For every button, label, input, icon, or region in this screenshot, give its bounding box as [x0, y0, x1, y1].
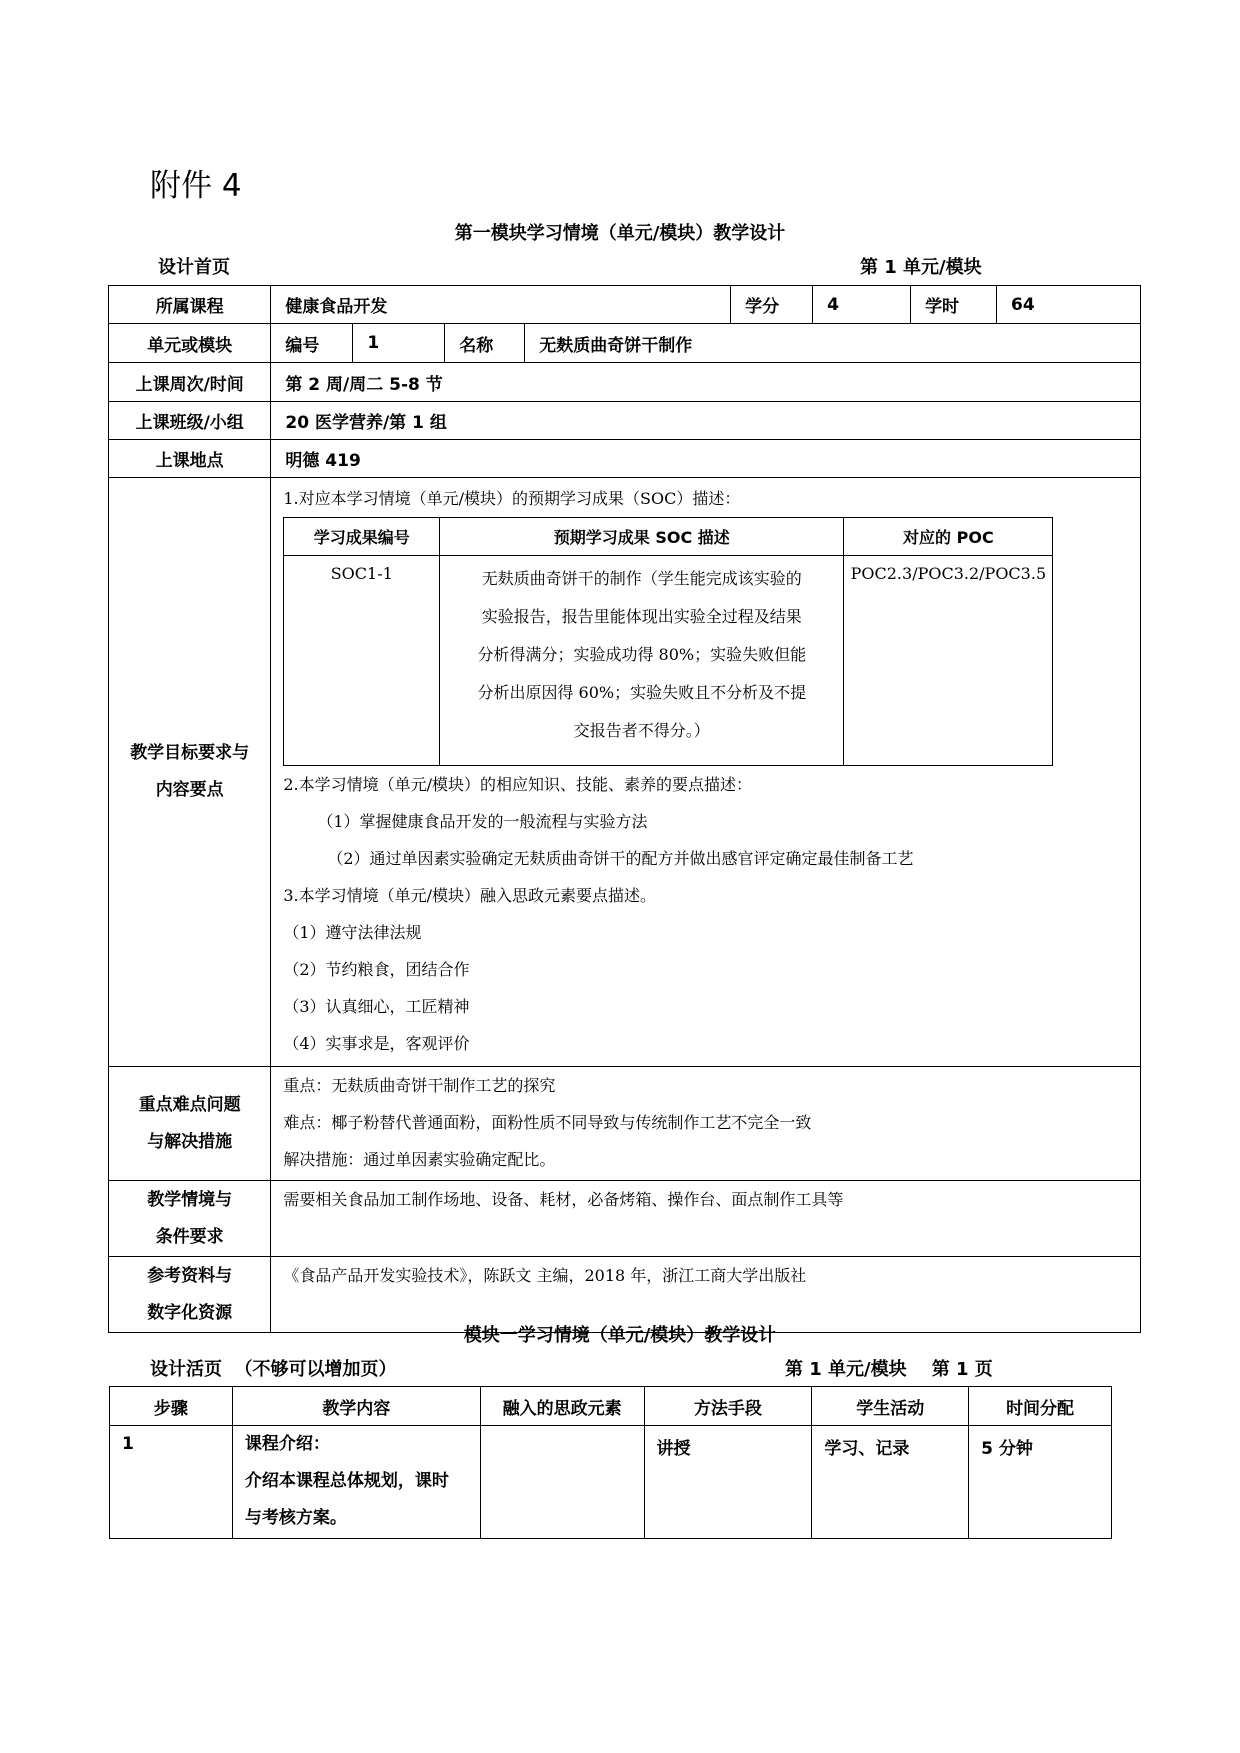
activity-content-line: 课程介绍：	[244, 1434, 330, 1454]
document-title: 第一模块学习情境（单元/模块）教学设计	[454, 223, 786, 244]
hours-label: 学时	[911, 286, 997, 324]
class-label: 上课班级/小组	[109, 402, 271, 440]
soc-desc-line: 分析出原因得 60%；实验失败且不分析及不提	[477, 683, 807, 702]
activity-content	[232, 1426, 480, 1539]
references-label-line2: 数字化资源	[147, 1302, 233, 1323]
activity-header-step: 步骤	[110, 1387, 233, 1426]
activity-header-activity: 学生活动	[812, 1387, 969, 1426]
activity-ideology	[480, 1426, 644, 1539]
objectives-label	[109, 478, 271, 1067]
key-point-line: 难点：椰子粉替代普通面粉，面粉性质不同导致与传统制作工艺不完全一致	[283, 1113, 812, 1132]
activity-header-time: 时间分配	[969, 1387, 1112, 1426]
objectives-point-2: （2）通过单因素实验确定无麸质曲奇饼干的配方并做出感官评定确定最佳制备工艺	[327, 849, 914, 868]
key-points-label-line2: 与解决措施	[147, 1131, 233, 1152]
class-value: 20 医学营养/第 1 组	[271, 402, 1141, 440]
module-number-value: 1	[353, 324, 445, 363]
objectives-heading-3: 3.本学习情境（单元/模块）融入思政元素要点描述。	[283, 886, 657, 905]
key-points-content	[271, 1067, 1141, 1181]
soc-desc-line: 实验报告，报告里能体现出实验全过程及结果	[481, 607, 802, 626]
activity-header-method: 方法手段	[644, 1387, 812, 1426]
activity-header-ideology: 融入的思政元素	[480, 1387, 644, 1426]
credit-value: 4	[813, 286, 911, 324]
soc-description	[440, 556, 844, 766]
conditions-label-line2: 条件要求	[155, 1226, 224, 1247]
soc-id: SOC1-1	[284, 556, 440, 766]
objectives-label-line2: 内容要点	[155, 780, 224, 800]
location-value: 明德 419	[271, 440, 1141, 478]
soc-poc: POC2.3/POC3.2/POC3.5	[844, 556, 1053, 766]
week-label: 上课周次/时间	[109, 363, 271, 402]
references-value: 《食品产品开发实验技术》，陈跃文 主编，2018 年，浙江工商大学出版社	[283, 1266, 807, 1285]
hours-value: 64	[997, 286, 1141, 324]
activity-unit-label: 第 1 单元/模块 第 1 页	[785, 1359, 993, 1380]
soc-desc-line: 分析得满分；实验成功得 80%；实验失败但能	[477, 645, 807, 664]
conditions-value: 需要相关食品加工制作场地、设备、耗材，必备烤箱、操作台、面点制作工具等	[283, 1190, 844, 1209]
attachment-label: 附件 4	[150, 168, 242, 204]
ideology-item: （2）节约粮食，团结合作	[283, 960, 470, 979]
activity-student: 学习、记录	[812, 1426, 969, 1539]
course-label: 所属课程	[109, 286, 271, 324]
activity-time: 5 分钟	[969, 1426, 1112, 1539]
soc-header-poc: 对应的 POC	[844, 518, 1053, 556]
objectives-point-1: （1）掌握健康食品开发的一般流程与实验方法	[317, 812, 648, 831]
references-label-line1: 参考资料与	[147, 1265, 233, 1286]
objectives-heading-1: 1.对应本学习情境（单元/模块）的预期学习成果（SOC）描述：	[283, 489, 741, 508]
key-point-line: 解决措施：通过单因素实验确定配比。	[283, 1150, 556, 1169]
key-points-label-line1: 重点难点问题	[138, 1094, 241, 1115]
module-label: 单元或模块	[109, 324, 271, 363]
activity-page-label: 设计活页 （不够可以增加页）	[150, 1359, 397, 1380]
conditions-label	[109, 1181, 271, 1257]
key-points-label	[109, 1067, 271, 1181]
credit-label: 学分	[731, 286, 813, 324]
activity-header-content: 教学内容	[232, 1387, 480, 1426]
soc-desc-line: 无麸质曲奇饼干的制作（学生能完成该实验的	[481, 569, 802, 588]
ideology-item: （3）认真细心，工匠精神	[283, 997, 470, 1016]
objectives-content	[271, 478, 1141, 1067]
module-name-value: 无麸质曲奇饼干制作	[525, 324, 1141, 363]
activity-content-line: 与考核方案。	[244, 1508, 347, 1528]
ideology-item: （4）实事求是，客观评价	[283, 1034, 470, 1053]
activity-step: 1	[110, 1426, 233, 1539]
activity-table	[109, 1386, 1112, 1539]
module-number-label: 编号	[271, 324, 353, 363]
first-page-label: 设计首页	[158, 257, 230, 278]
objectives-heading-2: 2.本学习情境（单元/模块）的相应知识、技能、素养的要点描述：	[283, 775, 753, 794]
design-main-table	[108, 285, 1141, 1333]
key-point-line: 重点：无麸质曲奇饼干制作工艺的探究	[283, 1076, 556, 1095]
unit-label: 第 1 单元/模块	[860, 257, 982, 278]
conditions-label-line1: 教学情境与	[147, 1189, 233, 1210]
soc-header-desc: 预期学习成果 SOC 描述	[440, 518, 844, 556]
conditions-content	[271, 1181, 1141, 1257]
week-value: 第 2 周/周二 5-8 节	[271, 363, 1141, 402]
soc-desc-line: 交报告者不得分。）	[573, 721, 710, 740]
course-value: 健康食品开发	[271, 286, 731, 324]
location-label: 上课地点	[109, 440, 271, 478]
activity-content-line: 介绍本课程总体规划，课时	[244, 1471, 449, 1491]
activity-title: 模块一学习情境（单元/模块）教学设计	[463, 1325, 777, 1346]
soc-header-id: 学习成果编号	[284, 518, 440, 556]
activity-method: 讲授	[644, 1426, 812, 1539]
objectives-label-line1: 教学目标要求与	[130, 743, 250, 763]
module-name-label: 名称	[445, 324, 525, 363]
soc-table	[283, 517, 1053, 766]
ideology-item: （1）遵守法律法规	[283, 923, 422, 942]
